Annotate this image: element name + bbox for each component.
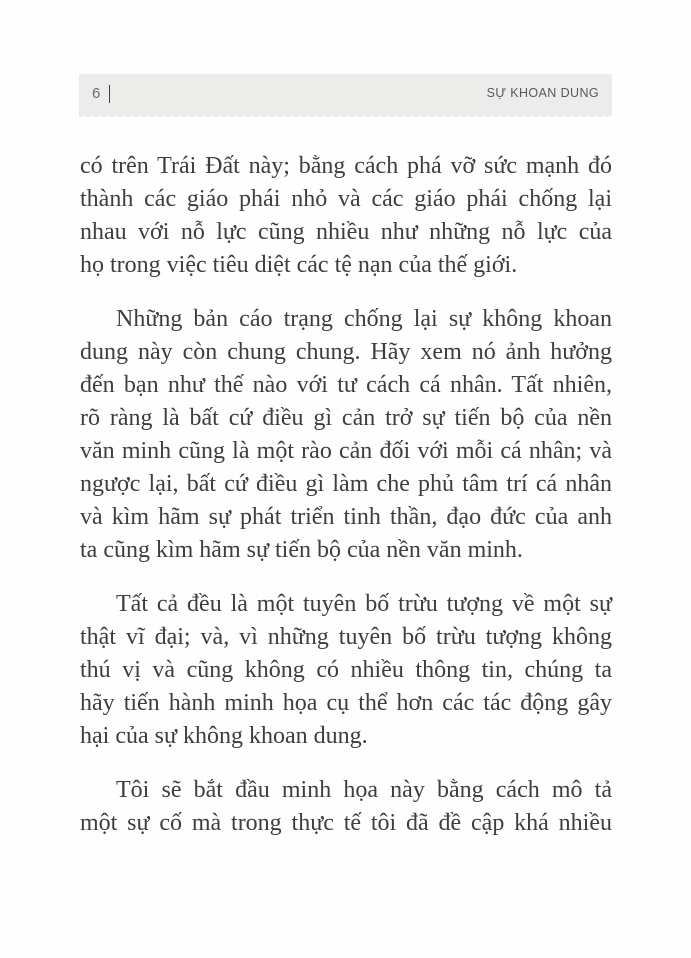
text-line: Những bản cáo trạng chống lại sự không khoan — [116, 306, 612, 332]
paragraph — [80, 588, 612, 753]
page-number: 6 — [92, 85, 101, 102]
text-line: dung này còn chung chung. Hãy xem nó ảnh hưởng — [80, 339, 612, 365]
page-number-group — [92, 85, 110, 103]
text-line: và kìm hãm sự phát triển tinh thần, đạo đức của anh — [80, 504, 612, 530]
text-line: thành các giáo phái nhỏ và các giáo phái chống lại — [80, 186, 612, 212]
text-line: hãy tiến hành minh họa cụ thể hơn các tác động gây — [80, 690, 612, 716]
text-line: nhau với nỗ lực cũng nhiều như những nỗ lực của — [80, 219, 612, 245]
paragraph — [80, 774, 612, 840]
text-column — [80, 150, 612, 840]
paragraph — [80, 150, 612, 282]
paragraph — [80, 303, 612, 567]
text-line: văn minh cũng là một rào cản đối với mỗi cá nhân; và — [80, 438, 612, 464]
text-line: Tôi sẽ bắt đầu minh họa này bằng cách mô tả — [116, 777, 612, 803]
text-line: thật vĩ đại; và, vì những tuyên bố trừu tượng không — [80, 624, 612, 650]
text-line: họ trong việc tiêu diệt các tệ nạn của thế giới. — [80, 252, 518, 278]
text-line: Tất cả đều là một tuyên bố trừu tượng về một sự — [116, 591, 612, 617]
page-number-divider — [109, 85, 110, 103]
text-line: rõ ràng là bất cứ điều gì cản trở sự tiến bộ của nền — [80, 405, 612, 431]
book-title-running-head: SỰ KHOAN DUNG — [486, 86, 599, 101]
text-line: thú vị và cũng không có nhiều thông tin, chúng ta — [80, 657, 612, 683]
page-header-band — [79, 74, 612, 113]
text-line: hại của sự không khoan dung. — [80, 723, 368, 749]
text-line: có trên Trái Đất này; bằng cách phá vỡ sức mạnh đó — [80, 153, 612, 179]
text-line: một sự cố mà trong thực tế tôi đã đề cập khá nhiều — [80, 810, 612, 836]
text-line: đến bạn như thế nào với tư cách cá nhân. Tất nhiên, — [80, 372, 612, 398]
text-line: ta cũng kìm hãm sự tiến bộ của nền văn minh. — [80, 537, 523, 563]
text-line: ngược lại, bất cứ điều gì làm che phủ tâm trí cá nhân — [80, 471, 612, 497]
